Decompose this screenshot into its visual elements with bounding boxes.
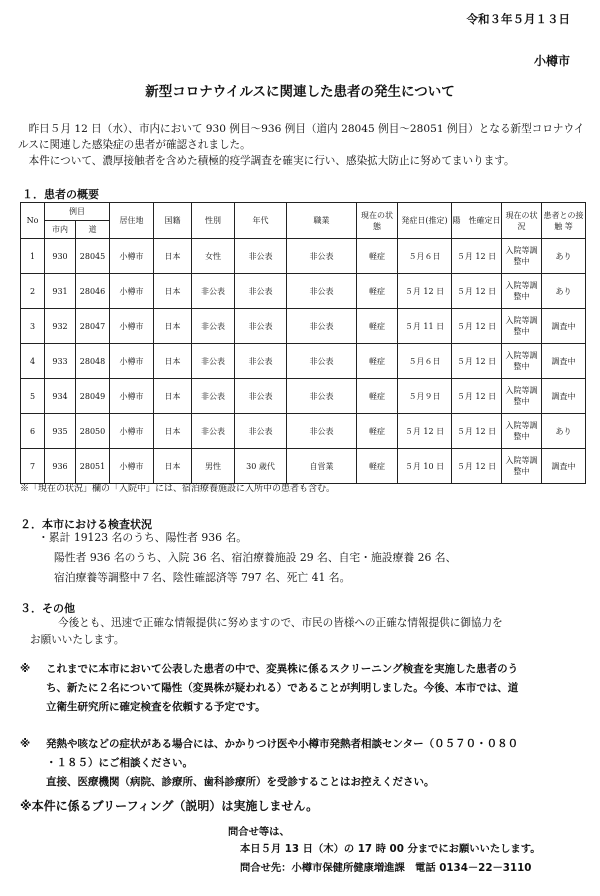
cell-residence: 小樽市	[110, 344, 154, 379]
issuing-city: 小樽市	[533, 54, 570, 68]
header-age: 年代	[235, 203, 287, 239]
cell-condition: 軽症	[357, 309, 398, 344]
cell-nationality: 日本	[154, 379, 192, 414]
cell-contact: 調査中	[542, 344, 586, 379]
cell-residence: 小樽市	[110, 379, 154, 414]
header-no: No	[21, 203, 45, 239]
cell-hokkaido-case: 28048	[76, 344, 110, 379]
test-status-line-1: ・累計 19123 名のうち、陽性者 936 名。	[38, 531, 248, 544]
table-footnote: ※「現在の状況」欄の「入院中」には、宿泊療養施設に入所中の患者も含む。	[20, 484, 336, 494]
cell-status: 入院等調整中	[502, 274, 542, 309]
cell-nationality: 日本	[154, 239, 192, 274]
cell-positive: ５月 12 日	[452, 309, 502, 344]
cell-residence: 小樽市	[110, 449, 154, 484]
cell-contact: あり	[542, 239, 586, 274]
document-title: 新型コロナウイルスに関連した患者の発生について	[145, 84, 455, 100]
briefing-notice: ※本件に係るブリーフィング（説明）は実施しません。	[20, 799, 319, 813]
cell-onset: ５月６日	[398, 239, 452, 274]
cell-positive: ５月 12 日	[452, 379, 502, 414]
cell-onset: ５月 12 日	[398, 274, 452, 309]
cell-no: 1	[21, 239, 45, 274]
cell-status: 入院等調整中	[502, 344, 542, 379]
cell-positive: ５月 12 日	[452, 239, 502, 274]
cell-city-case: 931	[45, 274, 76, 309]
cell-condition: 軽症	[357, 449, 398, 484]
fever-notice-line-3: 直接、医療機関（病院、診療所、歯科診療所）を受診することはお控えください。	[46, 776, 435, 788]
cell-hokkaido-case: 28046	[76, 274, 110, 309]
cell-onset: ５月 12 日	[398, 414, 452, 449]
cell-sex: 非公表	[192, 344, 235, 379]
variant-notice	[20, 660, 580, 717]
cell-hokkaido-case: 28047	[76, 309, 110, 344]
fever-notice-line-2: ・１８５）にご相談ください。	[46, 757, 193, 769]
table-row	[21, 379, 586, 414]
intro-paragraph-2: 本件について、濃厚接触者を含めた積極的疫学調査を確実に行い、感染拡大防止に努めてまいります。	[18, 155, 515, 167]
cell-hokkaido-case: 28045	[76, 239, 110, 274]
cell-nationality: 日本	[154, 414, 192, 449]
cell-occupation: 非公表	[287, 344, 357, 379]
cell-status: 入院等調整中	[502, 239, 542, 274]
section3-line-2: お願いいたします。	[30, 634, 125, 646]
cell-no: 5	[21, 379, 45, 414]
cell-condition: 軽症	[357, 239, 398, 274]
header-sex: 性別	[192, 203, 235, 239]
cell-occupation: 非公表	[287, 414, 357, 449]
cell-hokkaido-case: 28049	[76, 379, 110, 414]
cell-age: 非公表	[235, 379, 287, 414]
cell-city-case: 933	[45, 344, 76, 379]
cell-contact: 調査中	[542, 309, 586, 344]
cell-hokkaido-case: 28050	[76, 414, 110, 449]
cell-onset: ５月６日	[398, 344, 452, 379]
document-date: 令和３年５月１３日	[466, 12, 570, 26]
cell-city-case: 932	[45, 309, 76, 344]
cell-condition: 軽症	[357, 379, 398, 414]
variant-notice-line-2: ち、新たに２名について陽性（変異株が疑われる）であることが判明しました。今後、本市では、道	[46, 682, 519, 694]
cell-age: 非公表	[235, 344, 287, 379]
cell-status: 入院等調整中	[502, 309, 542, 344]
cell-city-case: 930	[45, 239, 76, 274]
cell-age: 非公表	[235, 274, 287, 309]
cell-nationality: 日本	[154, 274, 192, 309]
cell-occupation: 非公表	[287, 239, 357, 274]
cell-age: 非公表	[235, 239, 287, 274]
table-row	[21, 239, 586, 274]
header-positive-date: 陽 性確定日	[452, 203, 502, 239]
fever-consultation-notice	[20, 735, 580, 792]
cell-no: 2	[21, 274, 45, 309]
cell-sex: 非公表	[192, 414, 235, 449]
section3-heading: ３．その他	[20, 602, 75, 615]
contact-department: 問合せ先：小樽市保健所健康増進課 電話 0134－22－3110	[240, 862, 532, 874]
cell-condition: 軽症	[357, 344, 398, 379]
cell-condition: 軽症	[357, 274, 398, 309]
cell-city-case: 934	[45, 379, 76, 414]
cell-onset: ５月 10 日	[398, 449, 452, 484]
cell-sex: 男性	[192, 449, 235, 484]
table-row	[21, 309, 586, 344]
cell-onset: ５月 11 日	[398, 309, 452, 344]
cell-nationality: 日本	[154, 344, 192, 379]
cell-occupation: 非公表	[287, 309, 357, 344]
table-row	[21, 344, 586, 379]
header-hokkaido-case: 道	[76, 221, 110, 239]
cell-sex: 女性	[192, 239, 235, 274]
cell-sex: 非公表	[192, 274, 235, 309]
cell-no: 4	[21, 344, 45, 379]
notice-mark: ※	[20, 663, 31, 675]
cell-contact: あり	[542, 274, 586, 309]
cell-status: 入院等調整中	[502, 414, 542, 449]
cell-age: 30 歳代	[235, 449, 287, 484]
patient-summary-table	[20, 202, 586, 484]
intro-paragraph-1: 昨日５月 12 日（水）、市内において 930 例目～936 例目（道内 28045 例目～28051 例目）となる新型コロナウイルスに関連した感染症の患者が確認されました。	[18, 123, 585, 151]
table-row	[21, 449, 586, 484]
header-onset: 発症日(推定)	[398, 203, 452, 239]
header-nationality: 国籍	[154, 203, 192, 239]
cell-positive: ５月 12 日	[452, 274, 502, 309]
cell-sex: 非公表	[192, 379, 235, 414]
cell-no: 3	[21, 309, 45, 344]
header-contact: 患者との接 触 等	[542, 203, 586, 239]
cell-occupation: 非公表	[287, 274, 357, 309]
variant-notice-line-1: これまでに本市において公表した患者の中で、変異株に係るスクリーニング検査を実施した患者のう	[46, 663, 519, 675]
cell-nationality: 日本	[154, 309, 192, 344]
cell-no: 6	[21, 414, 45, 449]
section1-heading: １．患者の概要	[22, 188, 99, 201]
cell-residence: 小樽市	[110, 414, 154, 449]
cell-residence: 小樽市	[110, 309, 154, 344]
cell-positive: ５月 12 日	[452, 344, 502, 379]
contact-intro: 問合せ等は、	[228, 826, 290, 838]
cell-no: 7	[21, 449, 45, 484]
cell-city-case: 935	[45, 414, 76, 449]
header-residence: 居住地	[110, 203, 154, 239]
section2-heading: ２．本市における検査状況	[20, 518, 152, 531]
fever-notice-line-1: 発熱や咳などの症状がある場合には、かかりつけ医や小樽市発熱者相談センター（０５７０・０８０	[46, 738, 519, 750]
variant-notice-line-3: 立衛生研究所に確定検査を依頼する予定です。	[46, 701, 266, 713]
test-status-line-2: 陽性者 936 名のうち、入院 36 名、宿泊療養施設 29 名、自宅・施設療養 26 名、	[54, 551, 457, 564]
cell-nationality: 日本	[154, 449, 192, 484]
table-row	[21, 414, 586, 449]
section3-body	[30, 615, 570, 649]
header-condition: 現在の状 態	[357, 203, 398, 239]
cell-occupation: 非公表	[287, 379, 357, 414]
cell-contact: 調査中	[542, 379, 586, 414]
table-row	[21, 274, 586, 309]
notice-mark: ※	[20, 738, 31, 750]
cell-onset: ５月９日	[398, 379, 452, 414]
cell-condition: 軽症	[357, 414, 398, 449]
cell-positive: ５月 12 日	[452, 449, 502, 484]
cell-age: 非公表	[235, 309, 287, 344]
cell-hokkaido-case: 28051	[76, 449, 110, 484]
cell-contact: 調査中	[542, 449, 586, 484]
cell-residence: 小樽市	[110, 239, 154, 274]
contact-deadline: 本日５月 13 日（木）の 17 時 00 分までにお願いいたします。	[240, 843, 541, 855]
header-city-case: 市内	[45, 221, 76, 239]
header-case-number: 例目	[45, 203, 110, 221]
cell-positive: ５月 12 日	[452, 414, 502, 449]
cell-status: 入院等調整中	[502, 379, 542, 414]
cell-contact: あり	[542, 414, 586, 449]
cell-residence: 小樽市	[110, 274, 154, 309]
header-status: 現在の状 況	[502, 203, 542, 239]
test-status-line-3: 宿泊療養等調整中７名、陰性確認済等 797 名、死亡 41 名。	[54, 571, 351, 584]
cell-sex: 非公表	[192, 309, 235, 344]
cell-city-case: 936	[45, 449, 76, 484]
section3-line-1: 今後とも、迅速で正確な情報提供に努めますので、市民の皆様への正確な情報提供に御協力を	[58, 617, 503, 629]
cell-age: 非公表	[235, 414, 287, 449]
cell-occupation: 自営業	[287, 449, 357, 484]
cell-status: 入院等調整中	[502, 449, 542, 484]
header-occupation: 職業	[287, 203, 357, 239]
